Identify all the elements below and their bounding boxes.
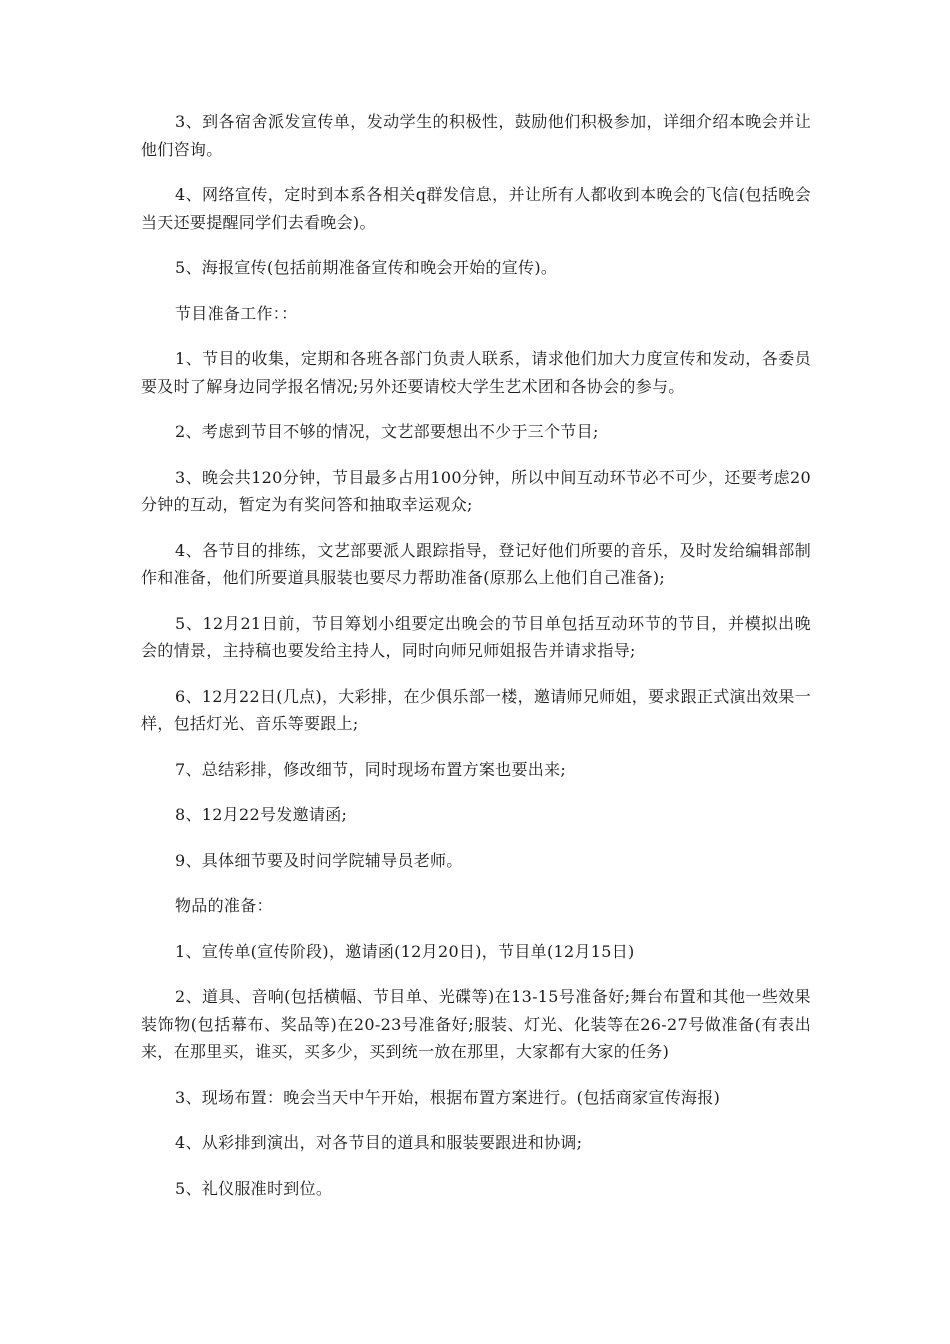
paragraph: 1、节目的收集，定期和各班各部门负责人联系，请求他们加大力度宣传和发动，各委员要及时了解身边同学报名情况;另外还要请校大学生艺术团和各协会的参与。: [141, 349, 811, 396]
section-heading: 节目准备工作：：: [175, 303, 298, 323]
paragraph: 1、宣传单(宣传阶段)，邀请函(12月20日)，节目单(12月15日): [175, 941, 635, 961]
paragraph: 8、12月22号发邀请函;: [175, 805, 348, 824]
paragraph: 5、礼仪服准时到位。: [175, 1178, 333, 1198]
paragraph: 5、海报宣传(包括前期准备宣传和晚会开始的宣传)。: [175, 258, 558, 277]
paragraph: 2、道具、音响(包括横幅、节目单、光碟等)在13-15号准备好;舞台布置和其他一些效果装饰物(包括幕布、奖品等)在20-23号准备好;服装、灯光、化装等在26-27号做准备(有表出来，在那里买，谁买，买多少，买到统一放在那里，大家都有大家的任务): [141, 987, 811, 1061]
paragraph: 5、12月21日前，节目筹划小组要定出晚会的节目单包括互动环节的节目，并模拟出晚会的情景，主持稿也要发给主持人，同时向师兄师姐报告并请求指导;: [141, 613, 811, 660]
paragraph: 4、网络宣传，定时到本系各相关q群发信息，并让所有人都收到本晚会的飞信(包括晚会当天还要提醒同学们去看晚会)。: [141, 185, 811, 232]
paragraph: 6、12月22日(几点)，大彩排，在少俱乐部一楼，邀请师兄师姐，要求跟正式演出效果一样，包括灯光、音乐等要跟上;: [141, 686, 811, 733]
paragraph: 3、到各宿舍派发宣传单，发动学生的积极性，鼓励他们积极参加，详细介绍本晚会并让他们咨询。: [141, 112, 811, 159]
paragraph: 7、总结彩排，修改细节，同时现场布置方案也要出来;: [175, 759, 567, 779]
paragraph: 4、从彩排到演出，对各节目的道具和服装要跟进和协调;: [175, 1133, 583, 1152]
paragraph: 3、晚会共120分钟，节目最多占用100分钟，所以中间互动环节必不可少，还要考虑20分钟的互动，暂定为有奖问答和抽取幸运观众;: [141, 467, 811, 514]
document-body: [141, 108, 811, 1220]
paragraph: 2、考虑到节目不够的情况，文艺部要想出不少于三个节目;: [175, 422, 599, 441]
section-heading: 物品的准备：: [175, 896, 273, 915]
paragraph: 4、各节目的排练，文艺部要派人跟踪指导，登记好他们所要的音乐，及时发给编辑部制作和准备，他们所要道具服装也要尽力帮助准备(原那么上他们自己准备);: [141, 540, 811, 587]
paragraph: 3、现场布置：晚会当天中午开始，根据布置方案进行。(包括商家宣传海报): [175, 1087, 721, 1107]
paragraph: 9、具体细节要及时问学院辅导员老师。: [175, 850, 463, 870]
